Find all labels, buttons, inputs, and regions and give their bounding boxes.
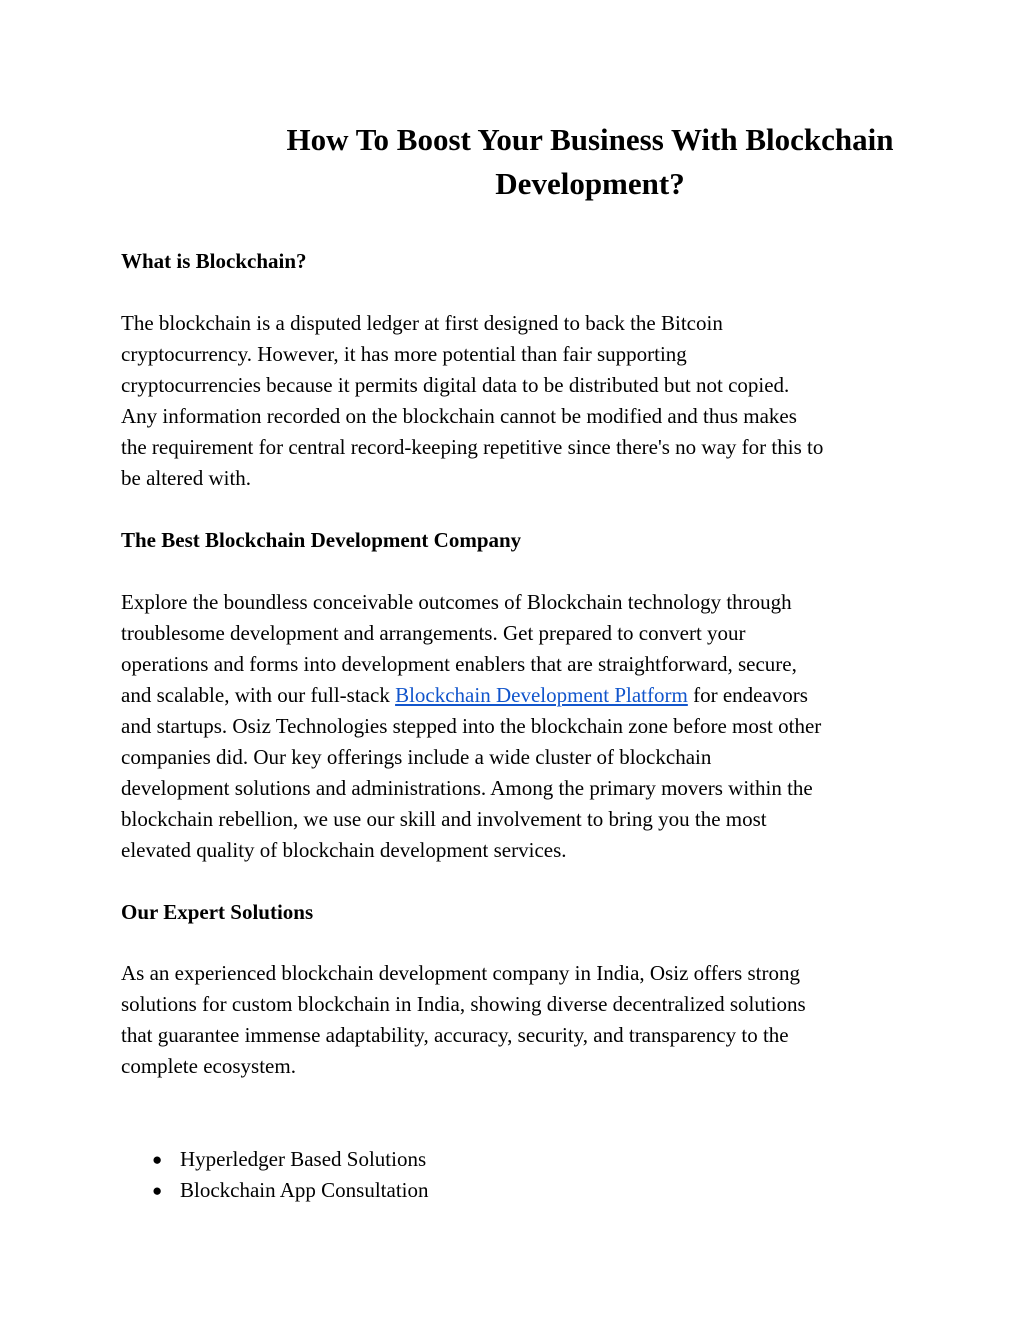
- paragraph-line-with-link: [121, 680, 921, 711]
- list-item: [121, 1144, 428, 1175]
- paragraph-line: The blockchain is a disputed ledger at first designed to back the Bitcoin: [121, 311, 723, 335]
- paragraph-line: cryptocurrency. However, it has more potential than fair supporting: [121, 342, 687, 366]
- solutions-bullet-list: [121, 1144, 428, 1206]
- paragraph-line: Any information recorded on the blockchain cannot be modified and thus makes: [121, 404, 797, 428]
- title-line: How To Boost Your Business With Blockchain: [286, 122, 894, 157]
- paragraph-what-is-blockchain: [121, 308, 921, 494]
- paragraph-line: companies did. Our key offerings include a wide cluster of blockchain: [121, 745, 712, 769]
- section-heading-what-is-blockchain: What is Blockchain?: [121, 249, 307, 273]
- blockchain-development-platform-link[interactable]: Blockchain Development Platform: [395, 683, 688, 707]
- paragraph-expert-solutions: [121, 958, 921, 1082]
- section-heading-best-company: The Best Blockchain Development Company: [121, 528, 522, 552]
- paragraph-line: and startups. Osiz Technologies stepped into the blockchain zone before most other: [121, 714, 822, 738]
- paragraph-best-company: [121, 587, 921, 866]
- paragraph-line: solutions for custom blockchain in India, showing diverse decentralized solutions: [121, 992, 806, 1016]
- paragraph-line: blockchain rebellion, we use our skill and involvement to bring you the most: [121, 807, 767, 831]
- list-item-label: Hyperledger Based Solutions: [180, 1147, 427, 1171]
- bullet-icon: ●: [152, 1150, 163, 1169]
- paragraph-line: cryptocurrencies because it permits digital data to be distributed but not copied.: [121, 373, 790, 397]
- paragraph-line: operations and forms into development enablers that are straightforward, secure,: [121, 652, 797, 676]
- list-item: [121, 1175, 428, 1206]
- paragraph-line: troublesome development and arrangements. Get prepared to convert your: [121, 621, 746, 645]
- paragraph-line: complete ecosystem.: [121, 1054, 296, 1078]
- paragraph-line: that guarantee immense adaptability, accuracy, security, and transparency to the: [121, 1023, 789, 1047]
- paragraph-line: As an experienced blockchain development company in India, Osiz offers strong: [121, 961, 800, 985]
- paragraph-line: elevated quality of blockchain development services.: [121, 838, 567, 862]
- paragraph-line: Explore the boundless conceivable outcomes of Blockchain technology through: [121, 590, 792, 614]
- bullet-icon: ●: [152, 1181, 163, 1200]
- title-line: Development?: [495, 166, 685, 201]
- link-following-text: for endeavors: [687, 683, 808, 707]
- document-title: [120, 118, 1024, 206]
- link-preceding-text: and scalable, with our full-stack: [121, 683, 396, 707]
- paragraph-line: development solutions and administrations. Among the primary movers within the: [121, 776, 813, 800]
- section-heading-expert-solutions: Our Expert Solutions: [121, 900, 314, 924]
- paragraph-line: the requirement for central record-keeping repetitive since there's no way for this to: [121, 435, 824, 459]
- paragraph-line: be altered with.: [121, 466, 252, 490]
- list-item-label: Blockchain App Consultation: [180, 1178, 429, 1202]
